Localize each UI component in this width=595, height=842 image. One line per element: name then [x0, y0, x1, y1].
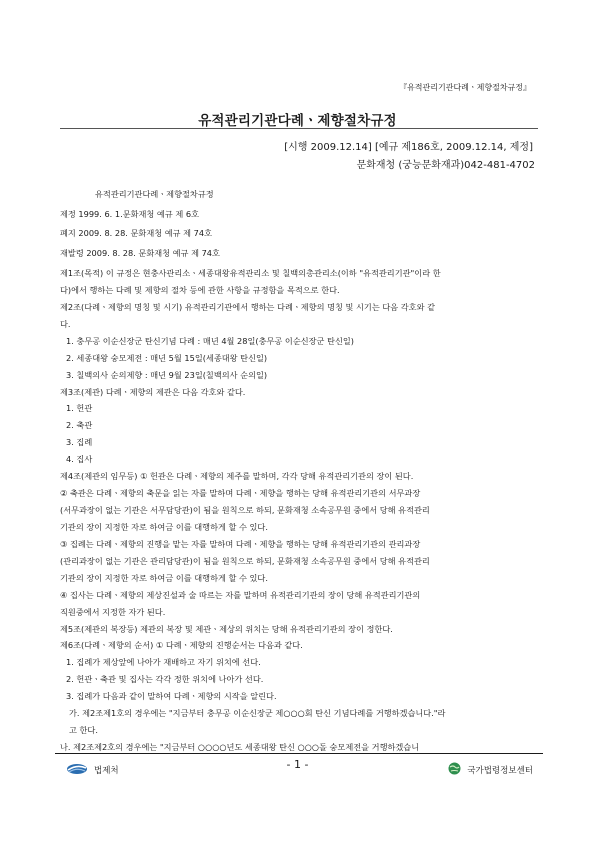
enforcement-info: [시행 2009.12.14] [예규 제186호, 2009.12.14, 제정]: [284, 142, 533, 153]
article-line: ③ 집례는 다례ㆍ제향의 진행을 맡는 자를 말하며 다례ㆍ제향을 행하는 당해 유적관리기관의 관리과장: [60, 538, 421, 549]
article-line: 제4조(제관의 임무등) ① 헌관은 다례ㆍ제향의 제주를 말하며, 각각 당해 유적관리기관의 장이 된다.: [60, 471, 414, 482]
footer-right: [448, 760, 533, 779]
article-line: 2. 축관: [66, 420, 93, 431]
article-line: 1. 헌관: [66, 403, 93, 414]
article-line: 2. 세종대왕 숭모제전 : 매년 5월 15일(세종대왕 탄신일): [66, 352, 268, 363]
article-line: 3. 집례가 다음과 같이 말하여 다례ㆍ제향의 시작을 알린다.: [66, 691, 277, 702]
article-line: 다.: [60, 318, 71, 329]
history-enacted: 제정 1999. 6. 1.문화재청 예규 제 6호: [60, 209, 199, 219]
history-caption: 유적관리기관다례ㆍ제향절차규정: [95, 189, 214, 199]
footer-divider: [55, 753, 543, 754]
article-line: 직원중에서 지정한 자가 된다.: [60, 606, 166, 617]
article-line: (관리과장이 없는 기관은 관리담당관)이 됨을 원칙으로 하되, 문화재청 소속공무원 중에서 당해 유적관리: [60, 555, 430, 566]
title-divider: [60, 128, 538, 129]
article-line: 다)에서 행하는 다례 및 제향의 절차 등에 관한 사항을 규정함을 목적으로 한다.: [60, 284, 340, 295]
article-line: ④ 집사는 다례ㆍ제향의 제상진설과 술 따르는 자를 말하며 유적관리기관의 장이 당해 유적관리기관의: [60, 589, 421, 600]
article-line: 제2조(다례ㆍ제향의 명칭 및 시기) 유적관리기관에서 행하는 다례ㆍ제향의 명칭 및 시기는 다음 각호와 같: [60, 301, 436, 312]
article-line: 고 한다.: [69, 725, 98, 736]
article-line: 1. 충무공 이순신장군 탄신기념 다례 : 매년 4월 28일(충무공 이순신장군 탄신일): [66, 335, 354, 346]
globe-icon: [448, 760, 461, 779]
article-line: 3. 집례: [66, 437, 93, 448]
article-line: 2. 헌관ㆍ축관 및 집사는 각각 정한 위치에 나아가 선다.: [66, 674, 264, 685]
document-title: 유적관리기관다례ㆍ제향절차규정: [198, 113, 397, 129]
footer-right-label: 국가법령정보센터: [467, 765, 533, 776]
article-line: 기관의 장이 지정한 자로 하여금 이를 대행하게 할 수 있다.: [60, 572, 268, 583]
article-line: 4. 집사: [66, 454, 93, 465]
article-line: 제6조(다례ㆍ제향의 순서) ① 다례ㆍ제향의 진행순서는 다음과 같다.: [60, 640, 303, 651]
article-line: 기관의 장이 지정한 자로 하여금 이를 대행하게 할 수 있다.: [60, 521, 268, 532]
article-line: 1. 집례가 제상앞에 나아가 재배하고 자기 위치에 선다.: [66, 657, 261, 668]
article-line: 제5조(제관의 복장등) 제관의 복장 및 제관ㆍ제상의 위치는 당해 유적관리기관의 장이 정한다.: [60, 623, 393, 634]
history-abolished: 폐지 2009. 8. 28. 문화재청 예규 제 74호: [60, 228, 212, 238]
article-line: (서무과장이 없는 기관은 서무담당관)이 됨을 원칙으로 하되, 문화재청 소속공무원 중에서 당해 유적관리: [60, 505, 430, 515]
article-line: 나. 제2조제2호의 경우에는 "지금부터 ○○○○년도 세종대왕 탄신 ○○○돌 숭모제전을 거행하겠습니: [60, 742, 420, 752]
article-line: ② 축관은 다례ㆍ제향의 축문을 읽는 자를 말하며 다례ㆍ제향을 행하는 당해 유적관리기관의 서무과장: [60, 488, 421, 499]
article-line: 가. 제2조제1호의 경우에는 "지금부터 충무공 이순신장군 제○○○회 탄신 기념다례를 거행하겠습니다."라: [69, 708, 446, 719]
footer-left-label: 법제처: [94, 765, 119, 776]
page-number: - 1 -: [286, 758, 309, 771]
article-line: 3. 칠백의사 순의제향 : 매년 9월 23일(칠백의사 순의일): [66, 369, 268, 380]
department-info: 문화재청 (궁능문화재과)042-481-4702: [356, 160, 535, 171]
running-header: 『유적관리기관다례ㆍ제향절차규정』: [399, 83, 531, 92]
article-line: 제1조(목적) 이 규정은 현충사관리소ㆍ세종대왕유적관리소 및 칠백의총관리소(이하 "유적관리기관"이라 한: [60, 268, 441, 278]
history-reenacted: 재발령 2009. 8. 28. 문화재청 예규 제 74호: [60, 248, 220, 258]
article-line: 제3조(제관) 다례ㆍ제향의 제관은 다음 각호와 같다.: [60, 386, 246, 397]
